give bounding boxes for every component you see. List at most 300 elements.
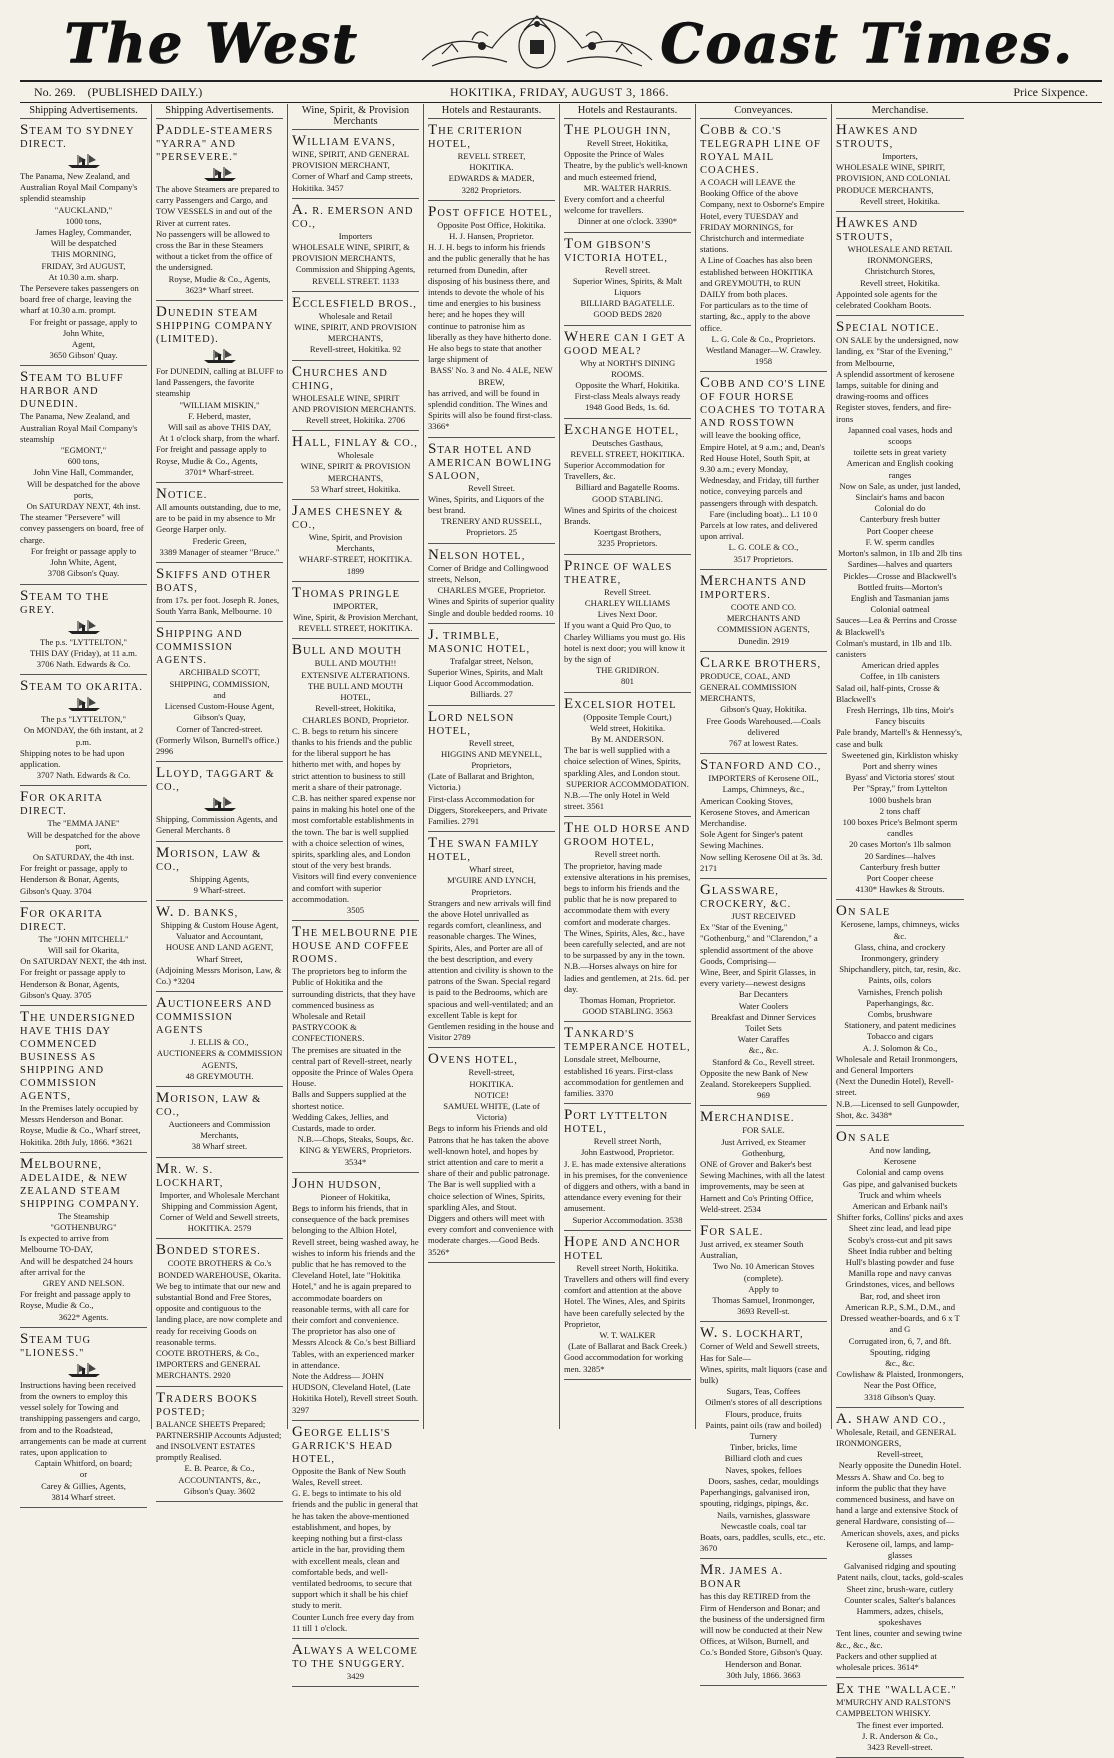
advertisement-line: Byass' and Victoria stores' stout: [845, 772, 955, 783]
advertisement-line: John Vine Hall, Commander,: [33, 467, 134, 478]
advertisement-line: Japanned coal vases, hods and scoops: [847, 424, 953, 447]
advertisement-line: 3534*: [344, 1156, 367, 1167]
advertisement-line: American and English cooking ranges: [846, 458, 954, 480]
advertisement-line: Gas pipe, and galvanised buckets: [842, 1178, 958, 1189]
advertisement-line: The Persevere takes passengers on board free of charge, leaving the wharf at 10.30 a.m. prompt.: [20, 283, 139, 316]
advertisement-line: GOOD BEDS 2820: [593, 309, 662, 320]
advertisement-title: J. TRIMBLE, MASONIC HOTEL,: [428, 626, 531, 655]
advertisement-line: Near the Post Office,: [863, 1380, 937, 1391]
advertisement-line: Coffee, in 1lb canisters: [860, 671, 940, 682]
advertisement-line: Licensed Custom-House Agent,: [164, 701, 275, 712]
advertisement-line: BASS' No. 3 and No. 4 ALE, NEW BREW,: [430, 365, 553, 387]
advertisement-line: Pale brandy, Martell's & Hennessy's, case and bulk: [836, 727, 963, 749]
advertisement: [20, 678, 147, 786]
advertisement-title: BONDED STORES.: [156, 1242, 261, 1259]
advertisement-line: Valuator and Accountant,: [175, 931, 264, 942]
column-header: Hotels and Restaurants.: [564, 104, 691, 119]
page-column: [424, 104, 560, 1429]
advertisement: [20, 905, 147, 1006]
advertisement: [700, 1223, 827, 1322]
advertisement-line: Oilmen's stores of all descriptions: [705, 1397, 822, 1408]
advertisement-line: REVELL STREET, HOKITIKA.: [570, 448, 685, 459]
advertisement-line: 1000 tons,: [65, 215, 102, 226]
advertisement-line: &c., &c.: [748, 1045, 779, 1056]
advertisement-title: W. D. BANKS,: [156, 903, 239, 920]
advertisement: [292, 1424, 419, 1639]
advertisement-title: COBB & CO.'S TELEGRAPH LINE OF ROYAL MAIL COACHES.: [700, 122, 821, 176]
advertisement-line: ACCOUNTANTS, &c.,: [178, 1474, 261, 1485]
advertisement-line: Opposite the Bank of New South Wales, Revell street.: [292, 1465, 406, 1488]
advertisement-title: THE PLOUGH INN,: [564, 122, 672, 138]
advertisement-title: SKIFFS AND OTHER BOATS,: [156, 566, 272, 595]
advertisement-title: MR. JAMES A. BONAR: [700, 1562, 784, 1591]
advertisement-line: The Wines, Spirits, Ales, &c., have been carefully selected, and are not to be surpassed by any in the town.: [564, 927, 686, 961]
advertisement-line: C.B. has neither spared expense nor pains in making his hotel one of the most comfortable establishments in the town. The bar is well supplied with a choice selection of wines, spirits, sparkling ales, and London stout of the very best brands. Visitors will find every convenience and comfort with superior accommodation.: [292, 792, 417, 904]
advertisement-line: Hull's blasting powder and fuse: [845, 1257, 955, 1268]
advertisement-line: For freight or passage, apply to: [29, 316, 138, 327]
advertisement-title: A. SHAW AND CO.,: [836, 1410, 947, 1427]
advertisement-line: 3707 Nath. Edwards & Co.: [36, 770, 131, 781]
advertisement-line: 4130* Hawkes & Strouts.: [855, 884, 945, 895]
advertisement-title: ON SALE: [836, 903, 891, 920]
dateline: [20, 80, 1102, 103]
advertisement-line: CHARLES BOND, Proprietor.: [302, 714, 409, 725]
advertisement: [836, 319, 964, 900]
advertisement-line: Sheet India rubber and belting: [847, 1245, 953, 1256]
advertisement-line: Lamps, Chimneys, &c.,: [722, 784, 805, 795]
advertisement-line: has arrived, and will be found in splendid condition. The Wines and Spirits will also be found first-class. 3366*: [428, 387, 553, 432]
advertisement: [156, 904, 283, 992]
advertisement-line: Sole Agent for Singer's patent Sewing Machines.: [700, 829, 803, 851]
advertisement-line: Turnery: [749, 1431, 778, 1442]
advertisement-title: THE MELBOURNE PIE HOUSE AND COFFEE ROOMS.: [292, 924, 419, 966]
advertisement-line: MERCHANTS AND COMMISSION AGENTS,: [717, 613, 810, 635]
advertisement-line: 9 Wharf-street.: [193, 884, 246, 895]
advertisement: [700, 757, 827, 879]
advertisement-line: Wines, spirits, malt liquors (case and bulk): [700, 1363, 827, 1386]
advertisement-line: 969: [757, 1090, 770, 1101]
advertisement: [292, 202, 419, 292]
advertisement-line: Shipping notes to be had upon application.: [20, 747, 125, 769]
advertisement-line: The above Steamers are prepared to carry Passengers and Cargo, and TOW VESSELS in and out of the River at current rates.: [156, 184, 280, 228]
advertisement-line: L. G. COLE & CO.,: [728, 542, 799, 553]
advertisement-line: Commission and Shipping Agents,: [295, 264, 416, 275]
advertisement-title: MORISON, LAW & CO.,: [156, 844, 262, 873]
advertisement-line: Grindstones, vices, and bellows: [845, 1279, 955, 1290]
advertisement-title: THOMAS PRINGLE: [292, 584, 401, 601]
advertisement-line: HOKITIKA.: [469, 162, 514, 173]
advertisement-line: will leave the booking office, Empire Hotel, at 9 a.m.; and, Dean's Red House Hotel, South Spit, at 9.30 a.m.; every Monday, Wednesday, and Friday, till further notice, conveying parcels and passengers through with despatch.: [700, 430, 825, 508]
advertisement: [700, 573, 827, 652]
advertisement-line: The Panama, New Zealand, and Australian Royal Mail Company's splendid steamship: [20, 171, 138, 204]
advertisement-line: Scoby's cross-cut and pit saws: [847, 1234, 953, 1245]
advertisement-line: The Steamship: [57, 1210, 110, 1221]
advertisement-line: Sauces—Lea & Perrins and Crosse & Blackwell's: [836, 615, 957, 637]
advertisement-line: At 10.30 a.m. sharp.: [48, 271, 119, 282]
advertisement-line: For particulars as to the time of starting, &c., apply to the above office.: [700, 300, 811, 333]
advertisement-line: 3423 Revell-street.: [867, 1742, 933, 1752]
advertisement-line: WHARF-STREET, HOKITIKA. 1899: [298, 554, 413, 576]
page-column: [288, 104, 424, 1681]
advertisement-line: Bar Decanters: [739, 989, 788, 1000]
advertisement-line: (Late of Ballarat and Brighton, Victoria.): [428, 771, 535, 793]
advertisement-line: At 1 o'clock sharp, from the wharf.: [159, 433, 280, 444]
advertisement-line: W. T. WALKER: [599, 1330, 656, 1341]
advertisement-line: Per "Spray," from Lyttelton: [852, 783, 948, 794]
column-header: Merchandise.: [836, 104, 964, 119]
advertisement-line: Travellers and others will find every comfort and attention at the above Hotel. The Wines, Ales, and Spirits have been carefully selected by the Proprietor,: [564, 1274, 689, 1329]
advertisement-line: WHOLESALE WINE, SPIRIT, & PROVISION MERCHANTS,: [292, 242, 410, 264]
advertisement-line: 30th July, 1866. 3663: [726, 1669, 801, 1680]
advertisement-line: Just Arrived, ex Steamer Gothenburg,: [721, 1136, 806, 1158]
advertisement-line: The premises are situated in the central part of Revell-street, nearly opposite the Prince of Wales Opera House.: [292, 1044, 414, 1089]
advertisement-line: No passengers will be allowed to cross the Bar in these Steamers without a ticket from the office of the undersigned.: [156, 228, 273, 273]
advertisement: [156, 625, 283, 762]
advertisement: [700, 655, 827, 754]
advertisement-line: (Late of Ballarat and Back Creek.): [568, 1341, 687, 1352]
advertisement-line: Superior Wines, Spirits, & Malt Liquors: [572, 275, 683, 298]
advertisement-line: HOUSE AND LAND AGENT,: [165, 942, 274, 953]
advertisement-title: ON SALE: [836, 1129, 891, 1146]
advertisement-line: REVELL STREET. 1133: [312, 275, 399, 286]
advertisement-line: Corrugated iron, 6, 7, and 8ft.: [848, 1335, 952, 1346]
advertisement-title: STEAM TO OKARITA.: [20, 678, 143, 695]
advertisement-title: GLASSWARE, CROCKERY, &C.: [700, 881, 792, 910]
advertisement-line: The proprietors beg to inform the Public of Hokitika and the surrounding districts, that they have commenced business as: [292, 966, 416, 1010]
advertisement-line: IMPORTER,: [332, 600, 379, 611]
advertisement-line: Canterbury fresh butter: [859, 514, 941, 525]
advertisement-line: For DUNEDIN, calling at BLUFF to land Passengers, the favorite steamship: [156, 366, 283, 399]
advertisement-line: Opposite the Prince of Wales Theatre, by the public's well-known and much esteemed friend,: [564, 149, 688, 182]
advertisement-line: E. B. Pearce, & Co.,: [184, 1463, 255, 1474]
advertisement-line: On SATURDAY, the 4th inst.: [32, 851, 135, 862]
ship-icon: [200, 348, 240, 364]
advertisement-title: DUNEDIN STEAM SHIPPING COMPANY (LIMITED).: [156, 304, 274, 346]
advertisement-line: Boats, oars, paddles, sculls, etc., etc. 3670: [700, 1531, 826, 1554]
advertisement-line: SUPERIOR ACCOMMODATION.: [566, 778, 689, 789]
advertisement-line: Shipping & Custom House Agent,: [160, 919, 279, 930]
advertisement-line: Revell street north.: [594, 849, 661, 860]
advertisement-line: Counter Lunch free every day from 11 till 1 o'clock.: [292, 1611, 414, 1633]
advertisement-line: Glass, china, and crockery: [854, 941, 946, 952]
advertisement-line: (Next the Dunedin Hotel), Revell-street.: [836, 1076, 954, 1098]
advertisement-title: HOPE AND ANCHOR HOTEL: [564, 1233, 681, 1262]
advertisement-line: American R.P., S.M., D.M., and: [844, 1301, 956, 1312]
advertisement-line: Importer, and Wholesale Merchant: [159, 1189, 280, 1200]
advertisement: [700, 375, 827, 569]
advertisement-line: IMPORTERS of Kerosene OIL,: [708, 773, 819, 784]
advertisement-line: WHOLESALE WINE, SPIRIT, PROVISION, AND COLONIAL PRODUCE MERCHANTS,: [836, 162, 951, 195]
advertisement-line: "AUCKLAND,": [54, 204, 113, 215]
advertisement-title: THE UNDERSIGNED HAVE THIS DAY COMMENCED BUSINESS AS SHIPPING AND COMMISSION AGENTS,: [20, 1008, 136, 1102]
advertisement-title: HAWKES AND STROUTS,: [836, 215, 919, 244]
advertisement-line: 3389 Manager of steamer "Bruce.": [159, 546, 280, 557]
advertisement: [156, 566, 283, 622]
advertisement-line: Wedding Cakes, Jellies, and Custards, made to order.: [292, 1111, 389, 1133]
advertisement-line: 53 Wharf street, Hokitika.: [310, 483, 401, 494]
advertisement-line: COOTE BROTHERS, & Co., IMPORTERS and GENERAL MERCHANTS. 2920: [156, 1348, 261, 1381]
advertisement-line: GOOD STABLING.: [592, 493, 663, 504]
advertisement-line: Stationery, and patent medicines: [844, 1020, 956, 1031]
advertisement-line: WINE, SPIRIT & PROVISION MERCHANTS,: [300, 461, 411, 483]
advertisement: [20, 1156, 147, 1328]
advertisement-title: CHURCHES AND CHING,: [292, 363, 388, 392]
edition-note: (PUBLISHED DAILY.): [87, 85, 203, 99]
advertisement-line: Will sail as above THIS DAY,: [167, 422, 272, 433]
advertisement: [20, 369, 147, 584]
advertisement-title: HALL, FINLAY & CO.,: [292, 434, 418, 451]
advertisement-line: 3650 Gibson' Quay.: [49, 350, 118, 361]
advertisement-line: Varnishes, French polish: [857, 986, 943, 997]
advertisement-line: COOTE BROTHERS & Co.'s: [167, 1258, 272, 1269]
advertisement-line: 801: [621, 676, 634, 687]
advertisement-line: Deutsches Gasthaus,: [591, 437, 664, 448]
ship-icon: [200, 166, 240, 182]
advertisement-line: Nails, varnishes, glassware: [716, 1509, 811, 1520]
advertisement-line: All amounts outstanding, due to me, are to be paid in my absence to Mr George Harper only.: [156, 502, 281, 535]
advertisement-line: 3708 Gibson's Quay.: [47, 568, 120, 579]
advertisement: [428, 122, 555, 201]
advertisement-line: FRIDAY, 3rd AUGUST,: [41, 260, 126, 271]
advertisement-title: W. S. LOCKHART,: [700, 1325, 804, 1342]
advertisement-line: Corner of Bridge and Collingwood streets, Nelson,: [428, 562, 549, 584]
advertisement-line: C. B. begs to return his sincere thanks to his friends and the public for the liberal support he has hitherto met with, and hopes by strict attention to business to still merit a share of their patronage.: [292, 725, 413, 792]
advertisement-line: Corner of Tancred-street.: [176, 723, 263, 734]
advertisement: [564, 820, 691, 1022]
advertisement-line: Begs to inform his friends, that in consequence of the back premises belonging to the Albion Hotel, Revell street, being washed away, he wishes to inform his friends and the public that he has removed to the Cleveland Hotel, late "Hokitika Hotel," and he is again prepared to accommodate boarders on reasonable terms, with all care for their comfort and convenience.: [292, 1203, 419, 1326]
advertisement-line: The "EMMA JANE": [47, 818, 120, 829]
advertisement-line: Superior Accommodation. 3538: [572, 1214, 683, 1225]
advertisement-line: N.B.—Horses always on hire for ladies and gentlemen, at 21s. 6d. per day.: [564, 961, 690, 994]
advertisement-line: Nearly opposite the Dunedin Hotel.: [838, 1460, 962, 1471]
advertisement-line: Bottled fruits—Morton's: [857, 581, 943, 592]
advertisement-line: Shifter forks, Collins' picks and axes: [836, 1212, 964, 1223]
advertisement-title: STAR HOTEL AND AMERICAN BOWLING SALOON,: [428, 440, 553, 482]
advertisement-title: THE CRITERION HOTEL,: [428, 122, 523, 150]
advertisement-line: and: [213, 689, 226, 700]
advertisement: [428, 835, 555, 1048]
ship-icon: [64, 153, 104, 169]
advertisement: [836, 1411, 964, 1678]
advertisement-line: M'MURCHY AND RALSTON'S CAMPBELTON WHISKY.: [836, 1697, 951, 1719]
advertisement-title: POST OFFICE HOTEL,: [428, 203, 553, 220]
advertisement-line: 600 tons,: [67, 456, 100, 467]
advertisement-line: John White, Agent,: [50, 557, 117, 568]
advertisement-title: BULL AND MOUTH: [292, 642, 402, 659]
advertisement: [836, 1681, 964, 1758]
advertisement-line: WINE, SPIRIT, AND GENERAL PROVISION MERCHANT,: [292, 149, 409, 171]
issue-info: [34, 82, 202, 102]
advertisement-title: STEAM TO BLUFF HARBOR AND DUNEDIN.: [20, 369, 124, 411]
advertisement-line: Messrs A. Shaw and Co. beg to inform the public that they have commenced business, and have on hand a large and extensive Stock of general Hardware, consisting of—: [836, 1471, 959, 1527]
advertisement-line: A COACH will LEAVE the Booking Office of the above Company, next to Osborne's Empire Hotel, every TUESDAY and FRIDAY MORNINGS, for Christchurch and intermediate stations.: [700, 177, 825, 255]
advertisement-line: Just arrived, ex steamer South Australian,: [700, 1239, 804, 1261]
advertisement-line: Corner of Weld and Sewell streets, Has for Sale—: [700, 1341, 820, 1363]
advertisement-title: TANKARD'S TEMPERANCE HOTEL,: [564, 1025, 691, 1054]
advertisement-line: Lonsdale street, Melbourne, established 16 years. First-class accommodation for gentlemen and families. 3370: [564, 1054, 684, 1098]
advertisement-line: On SATURDAY NEXT, the 4th inst.: [20, 956, 147, 967]
advertisement-line: Wines and Spirits of superior quality Single and double bedded rooms. 10: [428, 596, 555, 618]
advertisement-line: CHARLEY WILLIAMS: [584, 597, 671, 608]
advertisement-line: Tobacco and cigars: [866, 1031, 934, 1042]
advertisement-title: EX THE "WALLACE.": [836, 1681, 957, 1698]
advertisement-line: Wholesale and Retail Ironmongers, and General Importers: [836, 1053, 958, 1076]
advertisement-line: HOKITIKA. 2579: [187, 1223, 252, 1234]
advertisement: [836, 1129, 964, 1408]
masthead: [0, 0, 1114, 80]
advertisement-line: Good accommodation for working men. 3285*: [564, 1352, 684, 1374]
advertisement-line: Port Cooper cheese: [866, 872, 934, 883]
advertisement-line: Wholesale, Retail, and GENERAL IRONMONGERS,: [836, 1426, 956, 1448]
advertisement-line: AUCTIONEERS & COMMISSION AGENTS,: [156, 1048, 283, 1070]
advertisement-line: BALANCE SHEETS Prepared; PARTNERSHIP Accounts Adjusted; and INSOLVENT ESTATES promptly Realised.: [156, 1418, 282, 1463]
advertisement-line: H. J. H. begs to inform his friends and the public generally that he has returned from Dunedin, after disposing of his business there, and intends to devote the whole of his time and energies to his business here; and he hopes they will continue to patronise him as liberally as they have hitherto done. He also begs to state that another large shipment of: [428, 242, 552, 365]
advertisement-line: Will be despatched for the above ports,: [27, 478, 140, 500]
page-column: [832, 104, 968, 1752]
advertisement-line: ARCHIBALD SCOTT,: [178, 667, 260, 678]
advertisement-line: Royse, Mudie & Co., Agents,: [168, 273, 271, 284]
advertisement-line: 3505: [346, 904, 365, 915]
advertisement: [20, 122, 147, 366]
advertisement-line: Wholesale and Retail: [318, 310, 393, 321]
advertisement-line: The p.s. "LYTTELTON,": [39, 636, 128, 647]
advertisement-line: Colman's mustard, in 1lb and 1lb. canisters: [836, 637, 952, 659]
advertisement-line: John White,: [62, 327, 105, 338]
ship-icon: [64, 696, 104, 712]
advertisement-line: The finest ever imported.: [856, 1719, 944, 1730]
advertisement-line: BULL AND MOUTH!!: [314, 658, 397, 669]
advertisement-line: Corner of Wharf and Camp streets, Hokitika. 3457: [292, 171, 413, 193]
ship-icon: [64, 1362, 104, 1378]
advertisement-line: 3622* Agents.: [58, 1311, 109, 1322]
advertisement-line: The steamer "Persevere" will convey passengers on board, free of charge.: [20, 512, 144, 545]
advertisement-line: 3623* Wharf street.: [185, 284, 254, 295]
advertisement: [292, 503, 419, 582]
page-column: [696, 104, 832, 1680]
advertisement-title: EXCELSIOR HOTEL: [564, 695, 677, 712]
advertisement: [156, 1390, 283, 1502]
advertisement-line: Will be despatched for the above port,: [27, 829, 140, 851]
advertisement-line: Henderson and Bonar.: [725, 1658, 802, 1669]
advertisement-line: 48 GREYMOUTH.: [185, 1070, 254, 1081]
advertisement-line: The "JOHN MITCHELL": [38, 933, 129, 944]
advertisement-line: Galvanised ridging and spouting: [844, 1561, 956, 1572]
advertisement-line: SAMUEL WHITE, (Late of Victoria): [443, 1101, 540, 1123]
advertisement-title: MORISON, LAW & CO.,: [156, 1089, 262, 1118]
advertisement-line: The Bar is well supplied with a choice selection of Wines, Spirits, sparkling Ales, and Stout.: [428, 1179, 545, 1212]
advertisement-line: Dunedin. 2919: [737, 635, 790, 646]
advertisement-line: Note the Address— JOHN HUDSON, Cleveland Hotel, (Late Hokitika Hotel), Revell street South. 3297: [292, 1371, 419, 1415]
newspaper-title-left: The West: [64, 11, 359, 75]
advertisement-line: 3706 Nath. Edwards & Co.: [36, 658, 131, 669]
advertisement-title: STEAM TO THE GREY.: [20, 587, 110, 616]
advertisement-title: STANFORD AND CO.,: [700, 757, 822, 774]
advertisement-line: Pickles—Crosse and Blackwell's: [843, 570, 957, 581]
advertisement: [156, 122, 283, 301]
advertisement-line: Sardines—halves and quarters: [847, 559, 953, 570]
advertisement-line: Shipping and Commission Agent,: [161, 1200, 278, 1211]
advertisement-line: Sinclair's hams and bacon: [855, 492, 945, 503]
advertisement-line: Revell Street.: [468, 482, 515, 493]
advertisement-line: Gibson's Quay, Hokitika.: [720, 704, 807, 715]
advertisement-line: Truck and whim wheels: [858, 1189, 942, 1200]
advertisement: [20, 1009, 147, 1153]
advertisement-title: ECCLESFIELD BROS.,: [292, 294, 417, 311]
issue-number: No. 269.: [34, 85, 76, 99]
advertisement-line: Wine, Beer, and Spirit Glasses, in every variety—newest designs: [700, 966, 816, 989]
advertisement-line: And will be despatched 24 hours after arrival for the: [20, 1255, 133, 1277]
advertisement: [20, 789, 147, 901]
advertisement-line: Salad oil, half-pints, Crosse & Blackwell's: [836, 682, 941, 704]
advertisement-line: Port and sherry wines: [862, 760, 938, 771]
advertisement-line: Revell street,: [468, 737, 515, 748]
advertisement-line: For freight or passage apply to: [30, 545, 137, 556]
advertisement: [564, 236, 691, 326]
advertisement-title: MELBOURNE, ADELAIDE, & NEW ZEALAND STEAM SHIPPING COMPANY.: [20, 1155, 140, 1210]
advertisement-title: GEORGE ELLIS'S GARRICK'S HEAD HOTEL,: [292, 1423, 393, 1465]
advertisement-line: Tinber, bricks, lime: [729, 1442, 798, 1453]
page-column: [152, 104, 288, 1496]
advertisement: [564, 422, 691, 555]
advertisement-title: PADDLE-STEAMERS "YARRA" AND "PERSEVERE.": [156, 122, 274, 163]
advertisement-line: BILLIARD BAGATELLE.: [580, 298, 675, 309]
advertisement-line: Spouting, ridging: [869, 1346, 931, 1357]
advertisement-line: First-class Accommodation for Diggers, Storekeepers, and Private Families. 2791: [428, 793, 548, 826]
advertisement-line: 3235 Proprietors.: [597, 538, 658, 549]
advertisement-line: "WILLIAM MISKIN,": [179, 399, 260, 410]
ship-icon: [200, 796, 240, 812]
advertisement-line: Revell street, Hokitika.: [860, 277, 940, 288]
advertisement-line: The Panama, New Zealand, and Australian Royal Mail Company's steamship: [20, 411, 138, 444]
advertisement-line: On SATURDAY NEXT, 4th inst.: [26, 501, 141, 512]
advertisement-line: from 17s. per foot. Joseph R. Jones, South Yarra Bank, Melbourne. 10: [156, 595, 280, 617]
advertisement-line: Kerosene: [883, 1156, 917, 1167]
advertisement-line: Royse, Mudie & Co., Wharf street, Hokitika. 28th July, 1866. *3621: [20, 1125, 141, 1147]
advertisement-title: COBB AND CO'S LINE OF FOUR HORSE COACHES TO TOTARA AND ROSSTOWN: [700, 375, 826, 430]
advertisement-line: James Hagley, Commander,: [35, 227, 132, 238]
advertisement-line: "GOTHENBURG": [50, 1221, 117, 1232]
advertisement-line: Westland Manager—W. Crawley. 1958: [705, 345, 822, 367]
advertisement-line: Hammers, adzes, chisels, spokeshaves: [856, 1605, 944, 1628]
advertisement: [564, 1234, 691, 1380]
advertisement: [564, 122, 691, 233]
advertisement-line: Revell Street, Hokitika,: [586, 138, 669, 148]
advertisement-line: Port Cooper cheese: [866, 525, 934, 536]
advertisement-title: NOTICE.: [156, 486, 208, 503]
advertisement: [700, 1325, 827, 1559]
advertisement: [700, 1562, 827, 1686]
advertisement-line: Shipping Agents,: [189, 873, 250, 884]
advertisement-line: Shipping, Commission Agents, and General Merchants. 8: [156, 814, 278, 836]
advertisement-line: Importers,: [882, 151, 918, 161]
advertisement-line: WINE, SPIRIT, AND PROVISION MERCHANTS,: [294, 322, 417, 344]
advertisement-line: Frederic Green,: [192, 535, 247, 546]
advertisement-line: And now landing,: [869, 1145, 931, 1156]
advertisement-line: Wholesale: [337, 450, 374, 461]
advertisement-line: Revell-street,: [468, 1067, 515, 1078]
advertisement: [564, 1025, 691, 1104]
advertisement: [156, 486, 283, 563]
advertisement-line: N.B.—The only Hotel in Weld street. 3561: [564, 789, 670, 812]
advertisement-line: BONDED WAREHOUSE, Okarita.: [157, 1269, 281, 1280]
royal-coat-of-arms-icon: [412, 10, 662, 74]
advertisement-title: FOR OKARITA DIRECT.: [20, 904, 103, 933]
advertisement-line: MR. WALTER HARRIS.: [583, 182, 672, 193]
advertisement: [156, 995, 283, 1087]
advertisement-line: Every comfort and a cheerful welcome for travellers.: [564, 194, 665, 216]
advertisement-title: PORT LYTTELTON HOTEL,: [564, 1107, 669, 1136]
advertisement-line: Fresh Herrings, 1lb tins, Moir's: [846, 704, 954, 715]
